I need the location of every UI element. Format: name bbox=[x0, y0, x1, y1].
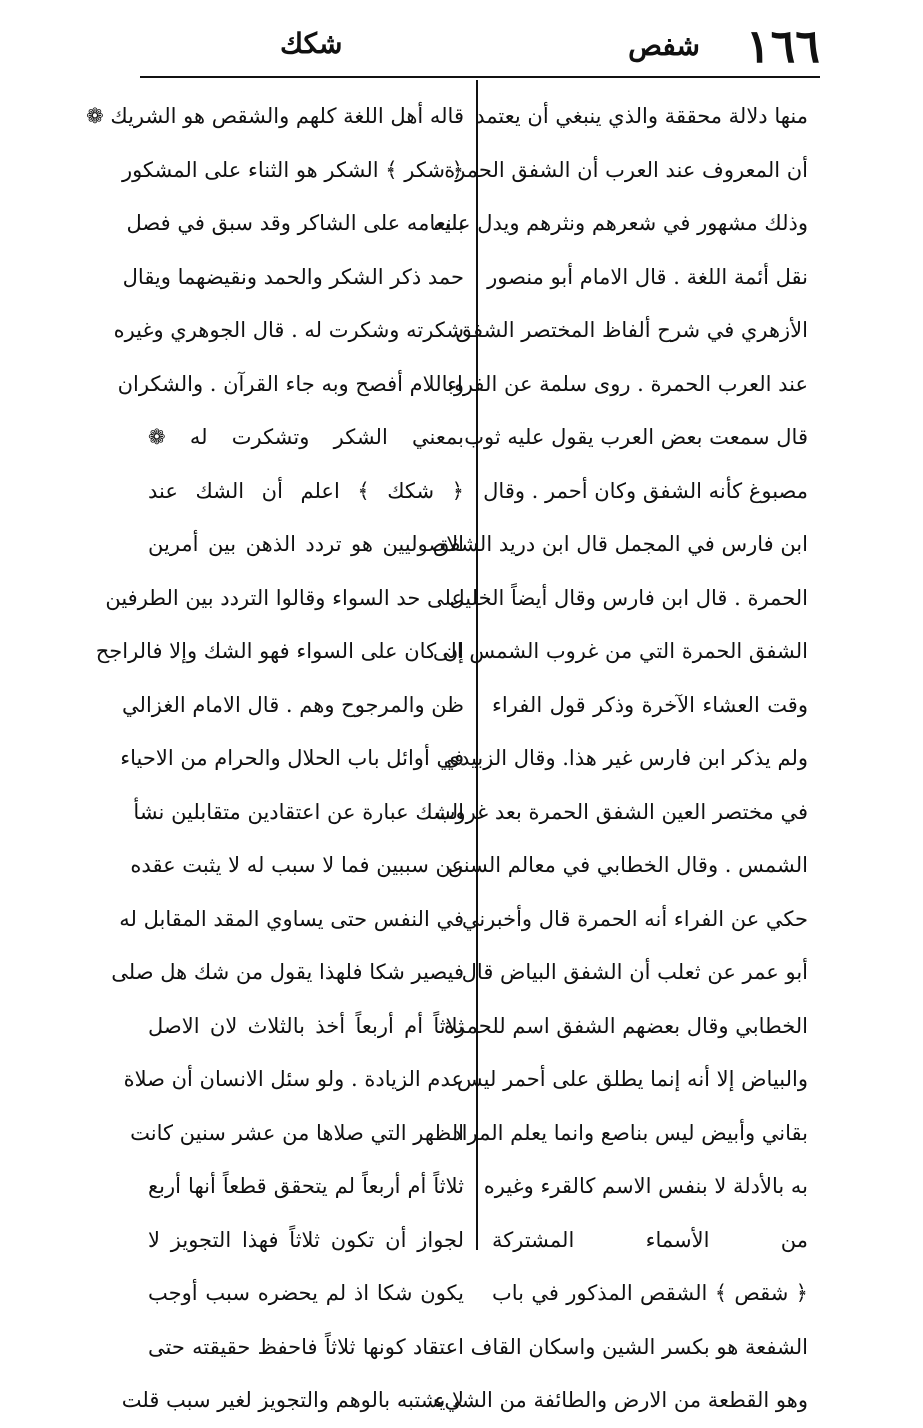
text-line: قاله أهل اللغة كلهم والشقص هو الشريك ❁ bbox=[86, 104, 464, 128]
text-line: الظهر التي صلاها من عشر سنين كانت bbox=[130, 1120, 464, 1145]
text-line: في مختصر العين الشفق الحمرة بعد غروب bbox=[435, 799, 808, 824]
text-line: نقل أئمة اللغة . قال الامام أبو منصور bbox=[487, 264, 808, 289]
text-line: بقاني وأبيض ليس بناصع وانما يعلم المراد bbox=[452, 1120, 808, 1145]
text-line: ﴿ شكر ﴾ الشكر هو الثناء على المشكور bbox=[121, 157, 464, 182]
text-line: ﴿ شكك ﴾ اعلم أن الشك عند bbox=[148, 478, 464, 503]
text-line: أن المعروف عند العرب أن الشفق الحمرة bbox=[444, 157, 808, 182]
text-line: في أوائل باب الحلال والحرام من الاحياء bbox=[120, 746, 464, 770]
text-line: ثلاثاً أم أربعاً أخذ بالثلاث لان الاصل bbox=[148, 1013, 464, 1038]
text-line: مصبوغ كأنه الشفق وكان أحمر . وقال bbox=[483, 478, 808, 503]
text-line: بمعني الشكر وتشكرت له ❁ bbox=[148, 425, 464, 449]
text-line: شكرته وشكرت له . قال الجوهري وغيره bbox=[113, 318, 464, 342]
text-line: ولم يذكر ابن فارس غير هذا. وقال الزبيدي bbox=[443, 746, 808, 770]
text-line: أبو عمر عن ثعلب أن الشفق البياض قال bbox=[461, 960, 808, 984]
text-line: ابن فارس في المجمل قال ابن دريد الشفق bbox=[433, 532, 808, 556]
text-line: بانعامه على الشاكر وقد سبق في فصل bbox=[126, 211, 464, 235]
text-line: الشفعة هو بكسر الشين واسكان القاف bbox=[470, 1334, 808, 1359]
text-line: لجواز أن تكون ثلاثاً فهذا التجويز لا bbox=[148, 1227, 464, 1252]
text-line: الشمس . وقال الخطابي في معالم السنن bbox=[447, 853, 808, 877]
text-line: ظن والمرجوح وهم . قال الامام الغزالي bbox=[122, 692, 464, 717]
page-header bbox=[140, 18, 820, 74]
text-line: والبياض إلا أنه إنما يطلق على أحمر ليس bbox=[456, 1067, 808, 1091]
text-line: من الأسماء المشتركة bbox=[492, 1227, 808, 1252]
running-headword-left: شكك bbox=[280, 27, 343, 60]
text-line: عدم الزيادة . ولو سئل الانسان أن صلاة bbox=[123, 1067, 464, 1091]
text-line: يكون شكا اذ لم يحضره سبب أوجب bbox=[148, 1281, 464, 1305]
text-line: به بالأدلة لا بنفس الاسم كالقرء وغيره bbox=[483, 1174, 808, 1198]
text-line: حكي عن الفراء أنه الحمرة قال وأخبرني bbox=[461, 906, 808, 931]
text-line: عند العرب الحمرة . روى سلمة عن الفراء bbox=[447, 371, 808, 396]
text-line: وقت العشاء الآخرة وذكر قول الفراء bbox=[492, 692, 808, 717]
text-line: الشك عبارة عن اعتقادين متقابلين نشأ bbox=[133, 799, 464, 824]
running-headword-right: شفص bbox=[628, 29, 700, 62]
text-line: ثلاثاً أم أربعاً لم يتحقق قطعاً أنها أربع bbox=[148, 1174, 464, 1198]
text-line: فيصير شكا فلهذا يقول من شك هل صلى bbox=[111, 960, 464, 984]
text-line: الاصوليين هو تردد الذهن بين أمرين bbox=[148, 532, 464, 556]
text-line: قال سمعت بعض العرب يقول عليه ثوب bbox=[464, 425, 808, 449]
text-line: منها دلالة محققة والذي ينبغي أن يعتمد bbox=[475, 104, 808, 128]
text-line: حمد ذكر الشكر والحمد ونقيضهما ويقال bbox=[122, 264, 464, 289]
header-rule bbox=[140, 76, 820, 78]
text-line: وذلك مشهور في شعرهم ونثرهم ويدل عليه bbox=[433, 211, 808, 235]
text-line: الأزهري في شرح ألفاظ المختصر الشفق bbox=[455, 318, 808, 342]
text-line: لا يشتبه بالوهم والتجويز لغير سبب قلت bbox=[121, 1388, 464, 1412]
page-number: ١٦٦ bbox=[745, 19, 820, 73]
text-line: إن كان على السواء فهو الشك وإلا فالراجح bbox=[95, 639, 464, 663]
text-line: ﴿ شقص ﴾ الشقص المذكور في باب bbox=[492, 1281, 808, 1305]
text-line: في النفس حتى يساوي المقد المقابل له bbox=[119, 906, 464, 931]
text-line: اعتقاد كونها ثلاثاً فاحفظ حقيقته حتى bbox=[148, 1334, 464, 1359]
text-line: وهو القطعة من الارض والطائفة من الشيء bbox=[434, 1388, 808, 1412]
text-line: الخطابي وقال بعضهم الشفق اسم للحمرة bbox=[444, 1013, 808, 1038]
text-line: الحمرة . قال ابن فارس وقال أيضاً الخليل bbox=[449, 585, 808, 610]
right-text-column bbox=[432, 90, 808, 1428]
text-line: على حد السواء وقالوا التردد بين الطرفين bbox=[105, 585, 464, 610]
left-text-column bbox=[86, 90, 464, 1428]
text-line: الشفق الحمرة التي من غروب الشمس الى bbox=[432, 639, 808, 663]
text-line: عن سببين فما لا سبب له لا يثبت عقده bbox=[130, 853, 464, 877]
text-line: وباللام أفصح وبه جاء القرآن . والشكران bbox=[117, 371, 464, 396]
